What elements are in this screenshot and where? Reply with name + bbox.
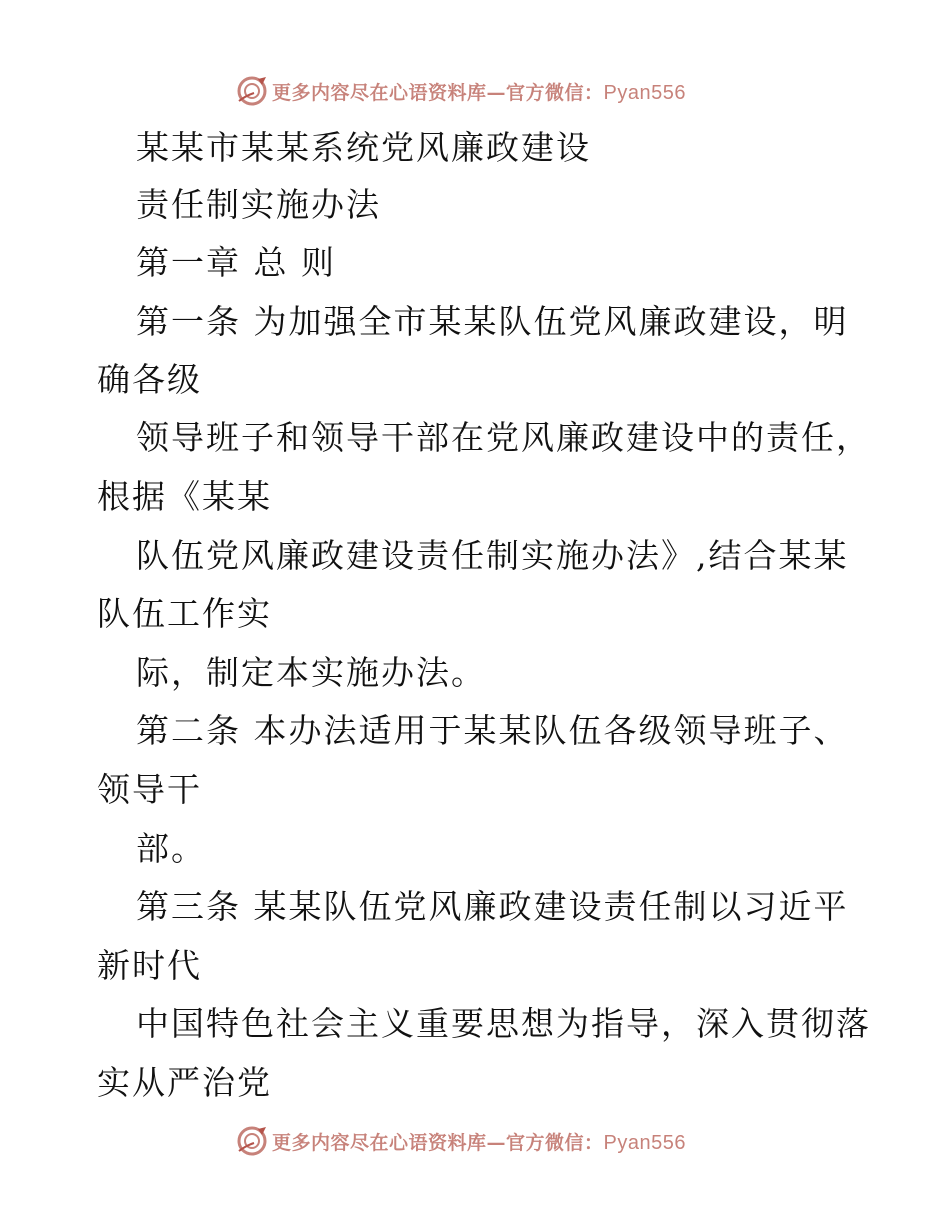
article-1-line-3: 领导班子和领导干部在党风廉政建设中的责任， [136,418,871,457]
watermark-text [272,1128,686,1155]
article-3-line-3: 中国特色社会主义重要思想为指导，深入贯彻落 [136,1004,871,1043]
article-3-line-4: 实从严治党 [97,1063,272,1102]
footer-watermark [236,1124,686,1158]
article-1-line-5: 队伍党风廉政建设责任制实施办法》,结合某某 [136,536,849,575]
article-2-line-1: 第二条 本办法适用于某某队伍各级领导班子、 [136,711,849,750]
article-3-line-2: 新时代 [97,946,202,985]
doc-title-line-1: 某某市某某系统党风廉政建设 [136,128,591,167]
watermark-text-cn: 更多内容尽在心语资料库—官方微信： [272,1131,604,1154]
watermark-text-cn: 更多内容尽在心语资料库—官方微信： [272,81,604,104]
pen-circle-logo-icon [236,1125,268,1157]
chapter-heading: 第一章 总 则 [136,243,336,282]
article-1-line-7: 际，制定本实施办法。 [136,653,486,692]
article-1-line-4: 根据《某某 [97,477,272,516]
article-2-line-2: 领导干 [97,770,202,809]
article-1-line-1: 第一条 为加强全市某某队伍党风廉政建设，明 [136,302,849,341]
watermark-wechat-id: Pyan556 [603,1131,686,1154]
article-2-line-3: 部。 [136,829,206,868]
article-1-line-6: 队伍工作实 [97,594,272,633]
article-1-line-2: 确各级 [97,360,202,399]
article-3-line-1: 第三条 某某队伍党风廉政建设责任制以习近平 [136,887,849,926]
watermark-wechat-id: Pyan556 [603,81,686,104]
doc-title-line-2: 责任制实施办法 [136,185,381,224]
